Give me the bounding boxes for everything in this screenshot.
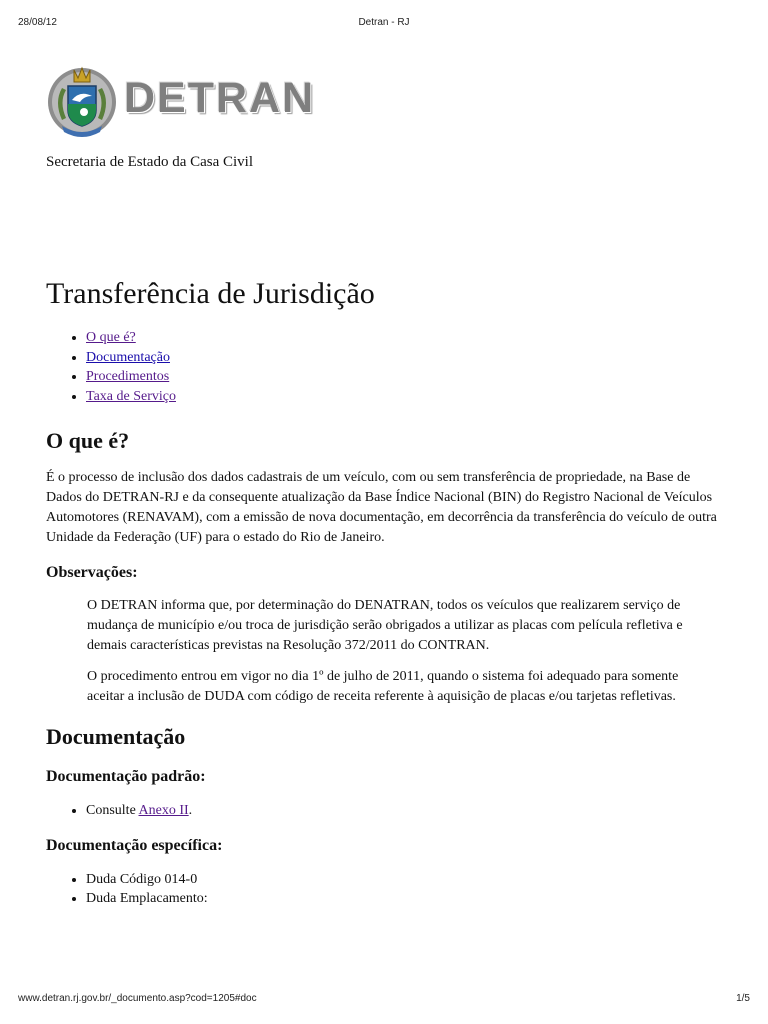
page-title: Transferência de Jurisdição	[46, 277, 375, 310]
print-header	[0, 17, 768, 31]
rio-de-janeiro-coat-of-arms-icon	[44, 60, 120, 140]
section-what-paragraph: É o processo de inclusão dos dados cadastrais de um veículo, com ou sem transferência de propriedade, na Base de Dados do DETRAN-RJ e da consequente atualização da Base Índice Nacional (BIN) do Registro Nacional de Veículos Automotores (RENAVAM), com a emissão de nova documentação, em decorrência da transferência do veículo de outra Unidade da Federação (UF) para o estado do Rio de Janeiro.	[46, 470, 717, 545]
list-item	[86, 801, 726, 821]
observation-paragraph-1: O DETRAN informa que, por determinação do DENATRAN, todos os veículos que realizarem serviço de mudança de município e/ou troca de jurisdição serão obrigados a utilizar as placas com película refletiva e demais características previstas na Resolução 372/2011 do CONTRAN.	[87, 598, 683, 653]
main-content	[46, 270, 726, 909]
specific-documentation-heading: Documentação específica:	[46, 836, 223, 854]
print-date: 28/08/12	[18, 17, 57, 28]
list-item: • Duda Código 014-0	[86, 870, 726, 890]
toc-item	[86, 387, 726, 407]
observation-paragraph-2: O procedimento entrou em vigor no dia 1º de julho de 2011, quando o sistema foi adequado para somente aceitar a inclusão de DUDA com código de receita referente à aquisição de placas e/ou tarjetas refletivas.	[87, 669, 679, 704]
toc-link-what[interactable]: O que é?	[86, 330, 136, 345]
specific-documentation-list	[46, 870, 726, 909]
list-item-text: Consulte	[86, 803, 139, 818]
toc-item	[86, 328, 726, 348]
annex-ii-link[interactable]: Anexo II	[138, 803, 189, 818]
toc-item	[86, 348, 726, 368]
print-page-number: 1/5	[736, 993, 750, 1004]
print-url: www.detran.rj.gov.br/_documento.asp?cod=1205#doc	[18, 993, 257, 1004]
toc-link-service-fee[interactable]: Taxa de Serviço	[86, 388, 176, 404]
organization-name: Secretaria de Estado da Casa Civil	[46, 154, 254, 170]
list-item: • Duda Emplacamento:	[86, 889, 726, 909]
detran-logo[interactable]	[44, 60, 314, 142]
observations-heading: Observações:	[46, 564, 138, 581]
toc-item	[86, 367, 726, 387]
section-heading-what: O que é?	[46, 428, 130, 453]
toc-link-documentation[interactable]: Documentação	[86, 349, 170, 365]
section-heading-documentation: Documentação	[46, 724, 186, 749]
observations-blockquote	[87, 596, 687, 707]
standard-documentation-list	[46, 801, 726, 821]
list-item-suffix: .	[188, 803, 193, 818]
print-footer	[0, 993, 768, 1007]
print-page-title: Detran - RJ	[358, 17, 410, 28]
detran-wordmark: DETRAN	[124, 74, 316, 122]
toc-link-procedures[interactable]: Procedimentos	[86, 369, 170, 384]
standard-documentation-heading: Documentação padrão:	[46, 768, 206, 785]
table-of-contents	[46, 328, 726, 406]
